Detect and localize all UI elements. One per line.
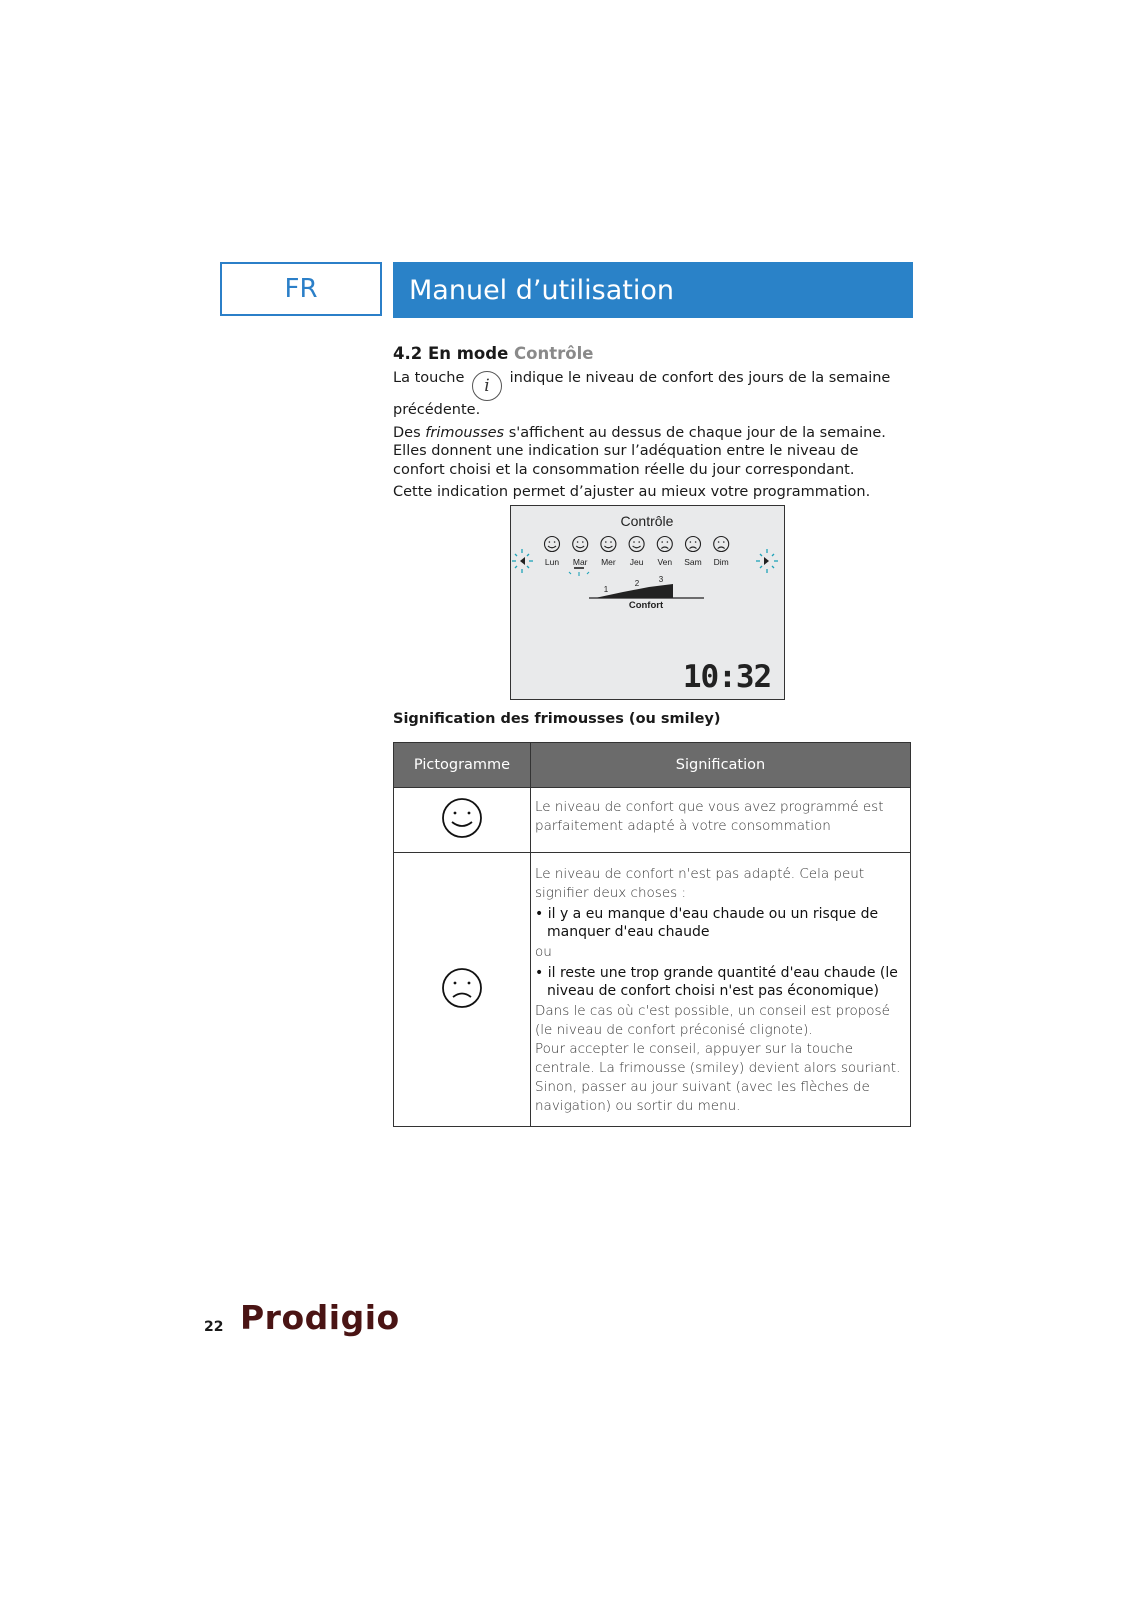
level-label-3: 3 [658,575,664,584]
meaning-cell [531,853,911,1127]
clock-display: 10:32 [682,659,772,695]
header-bar [393,262,913,318]
section-title-prefix: 4.2 En mode [393,344,509,363]
day-label: Ven [657,557,673,567]
happy-day-smiley-icon [573,537,588,552]
day-label: Mer [601,557,616,567]
meaning-accept: Pour accepter le conseil, appuyer sur la touche centrale. La frimousse (smiley) devient alors souriant. [535,1041,901,1076]
left-arrow-icon [512,549,533,573]
smiley-table-subtitle: Signification des frimousses (ou smiley) [393,711,721,727]
language-badge [220,262,382,316]
sad-smiley-icon [440,966,484,1010]
day-label: Jeu [629,557,644,567]
table-header-row [394,743,911,788]
p1-before: La touche [393,370,465,386]
sad-day-smiley-icon [714,537,729,552]
table-row [394,788,911,853]
comfort-level-gauge [589,575,704,611]
meaning-sad-intro: Le niveau de confort n'est pas adapté. Cela peut signifier deux choses : [535,866,865,901]
p1-after: indique le niveau de confort des jours de la semaine précédente. [393,370,891,419]
header-signification: Signification [531,743,911,788]
p2-after: s'affichent au dessus de chaque jour de la semaine. Elles donnent une indication sur l’adéquation entre le niveau de confort choisi et la consommation réelle du jour correspondant. [393,424,886,478]
happy-day-smiley-icon [545,537,560,552]
language-label: FR [284,274,318,304]
happy-smiley-icon [440,796,484,840]
section-title [393,344,908,363]
paragraph-frimousses [393,424,908,480]
header-pictogramme: Pictogramme [394,743,531,788]
page-number: 22 [204,1319,224,1335]
meaning-skip: Sinon, passer au jour suivant (avec les flèches de navigation) ou sortir du menu. [535,1079,870,1114]
meaning-bullet-2: • il reste une trop grande quantité d'eau chaude (le niveau de confort choisi n'est pas économique) [535,965,898,999]
selected-day-indicator [569,568,589,576]
meaning-advice: Dans le cas où c'est possible, un conseil est proposé (le niveau de confort préconisé clignote). [535,1003,890,1038]
p2-before: Des [393,424,421,441]
info-key-icon [472,371,502,401]
meaning-happy-text: Le niveau de confort que vous avez programmé est parfaitement adapté à votre consommation [535,799,884,834]
happy-day-smiley-icon [601,537,616,552]
meaning-cell [531,788,911,853]
level-bar-3 [649,584,673,598]
device-screen-svg [511,506,783,698]
sad-day-smiley-icon [686,537,701,552]
level-label-2: 2 [634,579,640,588]
screen-title: Contrôle [620,513,674,529]
happy-day-smiley-icon [629,537,644,552]
pictogram-cell [394,788,531,853]
section-title-highlight: Contrôle [514,344,594,363]
manual-title: Manuel d’utilisation [409,274,675,306]
smiley-meaning-table [393,742,911,1127]
day-label: Lun [544,557,560,567]
device-screen-illustration [510,505,785,700]
paragraph-info-key [393,369,908,420]
info-key-glyph: i [484,376,490,396]
day-label: Sam [684,557,702,567]
day-label: Dim [713,557,729,567]
level-bar-1 [595,592,623,598]
comfort-label: Confort [628,600,664,611]
pictogram-cell [394,853,531,1127]
meaning-bullet-1: • il y a eu manque d'eau chaude ou un risque de manquer d'eau chaude [535,906,879,940]
day-label: Mar [572,557,588,567]
brand-logo: Prodigio [240,1298,400,1337]
p2-italic: frimousses [425,424,505,441]
level-label-1: 1 [603,585,609,594]
right-arrow-icon [756,549,778,573]
table-row [394,853,911,1127]
section-content [393,344,908,506]
paragraph-adjust: Cette indication permet d’ajuster au mieux votre programmation. [393,484,871,501]
sad-day-smiley-icon [657,537,672,552]
level-bar-2 [623,587,649,598]
meaning-or: ou [535,944,552,960]
days-row [545,537,729,568]
